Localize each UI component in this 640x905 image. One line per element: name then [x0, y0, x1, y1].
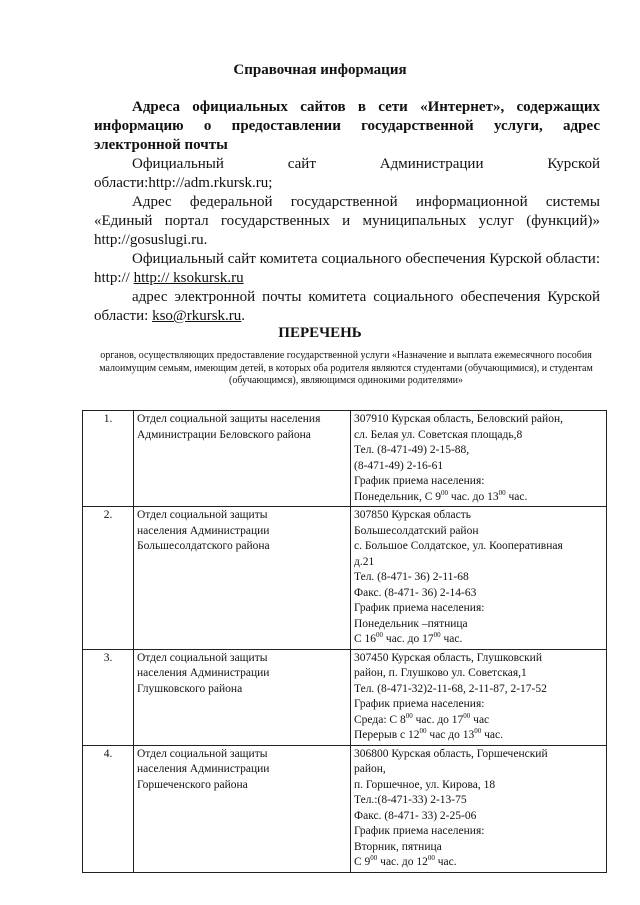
organization-name-line: Отдел социальной защиты — [137, 747, 268, 760]
contact-line: 307450 Курская область, Глушковский — [354, 651, 542, 664]
contact-line: Среда: С $8^{00}$ час. до $17^{00}$ час — [354, 711, 490, 726]
intro-section — [94, 98, 600, 326]
table-row — [83, 507, 607, 650]
table-row — [83, 411, 607, 507]
committee-site-paragraph — [94, 250, 600, 288]
organization-contacts — [351, 411, 607, 507]
organization-name-line: Горшеченского района — [137, 778, 248, 791]
row-number: 2. — [83, 507, 134, 650]
time-superscript: 00 — [405, 711, 413, 720]
email-link[interactable]: kso@rkursk.ru — [152, 308, 242, 324]
organization-name-line: населения Администрации — [137, 763, 270, 775]
time-superscript: 00 — [433, 631, 441, 640]
list-title: ПЕРЕЧЕНЬ — [278, 325, 362, 341]
contact-line: Понедельник –пятница — [354, 617, 468, 630]
contact-line: График приема населения: — [354, 825, 485, 837]
contact-line: п. Горшечное, ул. Кирова, 18 — [354, 778, 496, 791]
contact-line: сл. Белая ул. Советская площадь,8 — [354, 428, 523, 441]
contact-line: Факс. (8-471- 33) 2-25-06 — [354, 809, 477, 822]
organization-name-line: Большесолдатского района — [137, 540, 270, 552]
list-subtitle: органов, осуществляющих предоставление государственной услуги «Назначение и выплата ежемесячного пособия малоимущим семьям, имеющим детей, в которых оба родителя являются студентами (обучающимися), и студентам (обучающимся), являющимся одинокими родителями» — [99, 350, 593, 386]
contact-line: Факс. (8-471- 36) 2-14-63 — [354, 586, 477, 599]
time-superscript: 00 — [498, 488, 506, 497]
organization-name — [134, 649, 351, 745]
time-superscript: 00 — [427, 854, 435, 863]
committee-site-link[interactable]: http:// ksokursk.ru — [133, 270, 244, 286]
organization-name-line: Глушковского района — [137, 682, 243, 695]
row-number: 1. — [83, 411, 134, 507]
time-superscript: 00 — [474, 727, 482, 736]
organization-name-line: Администрации Беловского района — [137, 428, 311, 441]
organization-contacts — [351, 745, 607, 872]
contact-line: С $16^{00}$ час. до $17^{00}$ час. — [354, 631, 463, 645]
organization-contacts — [351, 649, 607, 745]
email-tail: . — [241, 308, 246, 324]
contact-line: Тел. (8-471- 36) 2-11-68 — [354, 571, 469, 583]
contact-line: 307850 Курская область — [354, 509, 471, 521]
portal-paragraph — [94, 193, 600, 250]
row-number: 4. — [83, 745, 134, 872]
organization-name-line: населения Администрации — [137, 524, 270, 537]
organization-name-line: Отдел социальной защиты — [137, 509, 268, 521]
time-superscript: 00 — [419, 727, 427, 736]
organization-name — [134, 745, 351, 872]
contact-line: район, — [354, 763, 386, 775]
admin-site-paragraph — [94, 155, 600, 193]
contact-line: Тел. (8-471-49) 2-15-88, — [354, 444, 470, 456]
portal-label: Адрес федеральной государственной информационной системы «Единый портал государственных и муниципальных услуг (функций)» — [94, 194, 600, 229]
organizations-table — [82, 410, 607, 873]
time-superscript: 00 — [463, 711, 471, 720]
email-label: адрес электронной почты комитета социального обеспечения Курской области: — [94, 289, 600, 324]
time-superscript: 00 — [376, 631, 384, 640]
contact-line: 307910 Курская область, Беловский район, — [354, 413, 563, 425]
time-superscript: 00 — [441, 488, 449, 497]
organization-contacts — [351, 507, 607, 650]
page-title: Справочная информация — [233, 62, 407, 78]
contact-line: 306800 Курская область, Горшеченский — [354, 747, 548, 760]
contact-line: с. Большое Солдатское, ул. Кооперативная — [354, 540, 563, 552]
row-number: 3. — [83, 649, 134, 745]
organization-name-line: Отдел социальной защиты населения — [137, 413, 321, 425]
contact-line: График приема населения: — [354, 602, 485, 614]
admin-site-url: http://adm.rkursk.ru; — [148, 175, 273, 191]
table-row — [83, 745, 607, 872]
contact-line: Перерыв с $12^{00}$ час до $13^{00}$ час. — [354, 727, 503, 741]
contact-line: Понедельник, С $9^{00}$ час. до $13^{00}$ час. — [354, 488, 528, 503]
contact-line: Вторник, пятница — [354, 840, 442, 853]
organization-name-line: населения Администрации — [137, 667, 270, 679]
contact-line: Тел. (8-471-32)2-11-68, 2-11-87, 2-17-52 — [354, 682, 547, 695]
table-row — [83, 649, 607, 745]
email-paragraph — [94, 288, 600, 326]
time-superscript: 00 — [370, 854, 378, 863]
admin-site-label: Официальный сайт Администрации Курской области: — [94, 156, 600, 191]
contact-line: д.21 — [354, 555, 375, 568]
committee-site-label: Официальный сайт комитета социального обеспечения Курской области: http:// — [94, 251, 600, 286]
contact-line: График приема населения: — [354, 475, 485, 487]
contact-line: (8-471-49) 2-16-61 — [354, 459, 444, 472]
organization-name — [134, 411, 351, 507]
contact-line: Большесолдатский район — [354, 524, 479, 537]
contact-line: График приема населения: — [354, 698, 485, 710]
organization-name — [134, 507, 351, 650]
organization-name-line: Отдел социальной защиты — [137, 651, 268, 664]
contact-line: С $9^{00}$ час. до $12^{00}$ час. — [354, 854, 457, 868]
portal-url: http://gosuslugi.ru. — [94, 232, 208, 248]
contact-line: Тел.:(8-471-33) 2-13-75 — [354, 794, 467, 806]
contact-line: район, п. Глушково ул. Советская,1 — [354, 667, 527, 679]
intro-heading: Адреса официальных сайтов в сети «Интернет», содержащих информацию о предоставлении государственной услуги, адрес электронной почты — [94, 99, 600, 153]
